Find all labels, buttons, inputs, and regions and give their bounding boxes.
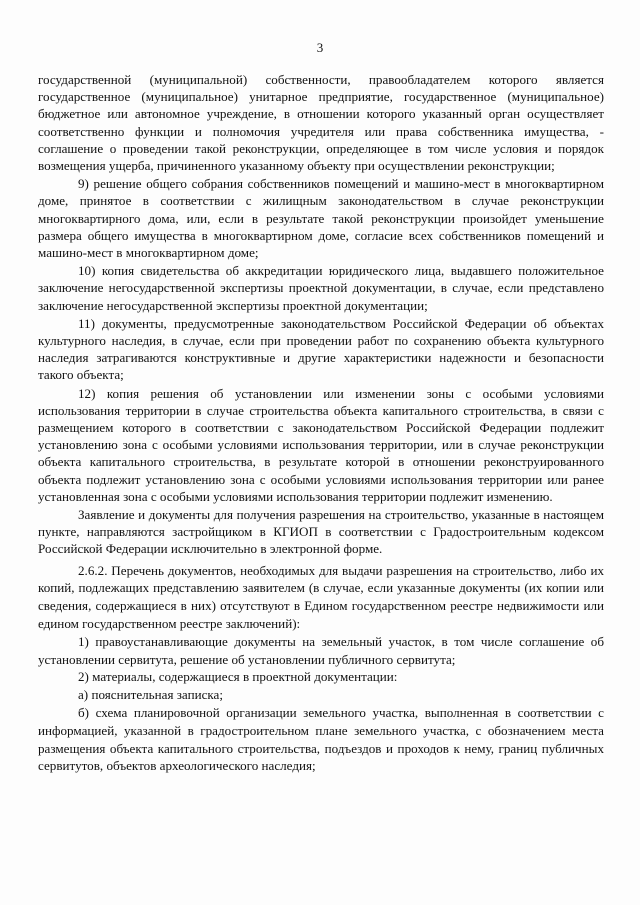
paragraph-sub-item-2: 2) материалы, содержащиеся в проектной документации: — [78, 669, 398, 685]
paragraph-2-6-2: 2.6.2. Перечень документов, необходимых для выдачи разрешения на строительство, либо их копий, подлежащих представлению заявителем (в случае, если указанные документы (их копии или сведения, содержащиеся в них) отсутствуют в Едином государственном реестре недвижимости или едином государственном реестре заключений): — [38, 562, 604, 632]
document-body — [38, 71, 604, 775]
page-number: 3 — [316, 40, 324, 55]
paragraph-sub-item-1: 1) правоустанавливающие документы на земельный участок, в том числе соглашение об установлении сервитута, решение об установлении публичного сервитута; — [38, 633, 604, 667]
paragraph-item-12: 12) копия решения об установлении или изменении зоны с особыми условиями использования территории в случае строительства объекта капитального строительства, в связи с размещением которого в соответствии с законодательством Российской Федерации подлежит установлению зона с особыми условиями использования территории, или в случае реконструкции объекта капитального строительства, в результате которой в отношении реконструированного объекта подлежит установлению зона с особыми условиями использования территории или ранее установленная зона с особыми условиями использования территории подлежит изменению. — [38, 385, 604, 504]
paragraph-continuation: государственной (муниципальной) собственности, правообладателем которого является государственное (муниципальное) унитарное предприятие, государственное (муниципальное) бюджетное или автономное учреждение, в отношении которого указанный орган осуществляет соответственно функции и полномочия учредителя или права собственника имущества, - соглашение о проведении такой реконструкции, определяющее в том числе условия и порядок возмещения ущерба, причиненного указанному объекту при осуществлении реконструкции; — [38, 72, 604, 174]
paragraph-sub-item-b: б) схема планировочной организации земельного участка, выполненная в соответствии с информацией, указанной в градостроительном плане земельного участка, с обозначением места размещения объекта капитального строительства, подъездов и проходов к нему, границ публичных сервитутов, объектов археологического наследия; — [38, 705, 604, 774]
section-2-6-2 — [38, 562, 604, 776]
paragraph-item-10: 10) копия свидетельства об аккредитации юридического лица, выдавшего положительное заключение негосударственной экспертизы проектной документации, в случае, если представлено заключение негосударственной экспертизы проектной документации; — [38, 263, 604, 313]
paragraph-item-11: 11) документы, предусмотренные законодательством Российской Федерации об объектах культурного наследия, в случае, если при проведении работ по сохранению объекта культурного наследия затрагиваются конструктивные и другие характеристики надежности и безопасности такого объекта; — [38, 315, 604, 383]
paragraph-submission-note: Заявление и документы для получения разрешения на строительство, указанные в настоящем пункте, направляются застройщиком в КГИОП в соответствии с Градостроительным кодексом Российской Федерации исключительно в электронной форме. — [38, 507, 604, 557]
paragraph-sub-item-a: а) пояснительная записка; — [78, 687, 224, 703]
paragraph-item-9: 9) решение общего собрания собственников помещений и машино-мест в многоквартирном доме, принятое в соответствии с жилищным законодательством в случае реконструкции многоквартирного дома, или, если в результате такой реконструкции произойдет уменьшение размера общего имущества в многоквартирном доме, согласие всех собственников помещений и машино-мест в многоквартирном доме; — [38, 176, 604, 261]
